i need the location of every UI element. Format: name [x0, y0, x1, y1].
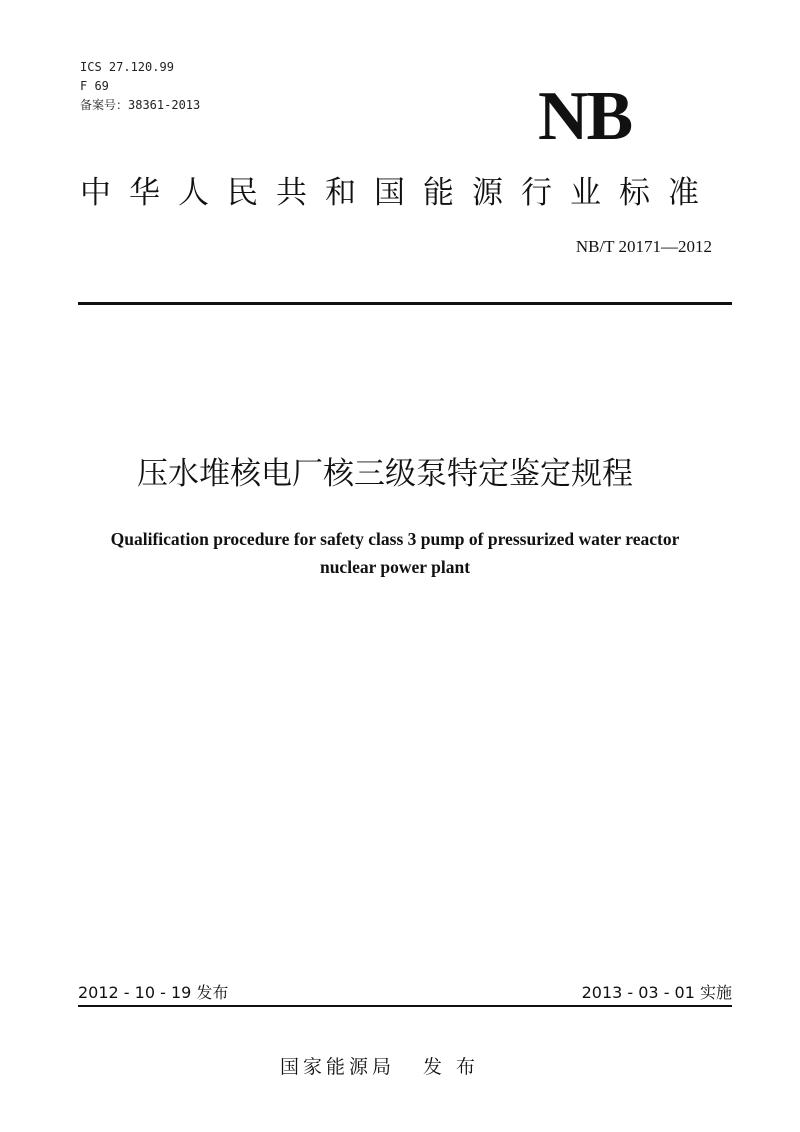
header-divider [78, 302, 732, 305]
document-title-en [50, 525, 740, 581]
standard-number: NB/T 20171—2012 [575, 237, 712, 256]
issue-date: 2012 - 10 - 19 发布 [78, 983, 229, 1002]
ccs-code: F 69 [80, 79, 109, 93]
document-title-cn: 压水堆核电厂核三级泵特定鉴定规程 [137, 456, 633, 492]
record-number: 备案号：38361-2013 [80, 98, 201, 112]
classification-block [80, 58, 200, 115]
org-title: 中华人民共和国能源行业标准 [80, 175, 717, 211]
title-en-line-1: Qualification procedure for safety class 3 pump of pressurized water reactor [110, 529, 680, 549]
ics-code: ICS 27.120.99 [80, 60, 174, 74]
title-en-line-2: nuclear power plant [319, 557, 471, 577]
nb-logo: NB [538, 78, 632, 155]
footer-divider [78, 1005, 732, 1007]
issuer-line [280, 1054, 479, 1080]
issuer-action: 发 布 [423, 1056, 480, 1078]
issuer-name: 国家能源局 [280, 1056, 396, 1078]
implementation-date: 2013 - 03 - 01 实施 [581, 983, 732, 1002]
